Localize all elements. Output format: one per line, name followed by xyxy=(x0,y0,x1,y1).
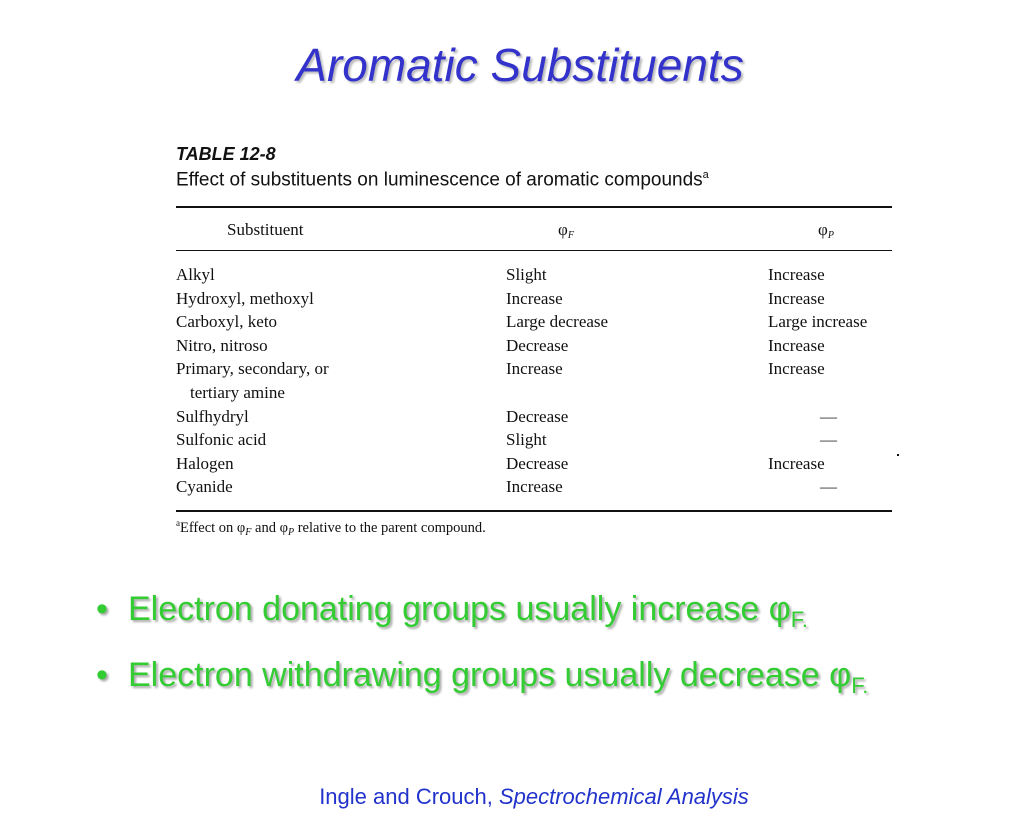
cell-phi-f: Decrease xyxy=(506,453,569,473)
bullet-item xyxy=(96,590,996,656)
bullet-phi-sub xyxy=(791,607,808,632)
slide-title: Aromatic Substituents xyxy=(296,39,744,91)
cell-phi-p: — xyxy=(820,406,837,426)
cell-phi-p: Large increase xyxy=(768,312,868,332)
cell-substituent: Hydroxyl, methoxyl xyxy=(176,288,314,308)
bullet-dot: • xyxy=(96,656,108,694)
substituent-table xyxy=(176,144,892,538)
bullet-end: . xyxy=(862,673,869,698)
bullet-text xyxy=(128,590,808,633)
cell-phi-f: Decrease xyxy=(506,406,569,426)
bullet-text-main: Electron withdrawing groups usually decrease xyxy=(128,656,830,694)
cell-phi-f: Slight xyxy=(506,265,547,284)
footnote-mark: a xyxy=(176,518,180,528)
cell-phi-p: — xyxy=(820,430,837,450)
footnote-suffix: relative to the parent compound. xyxy=(294,519,486,536)
table-header-rule xyxy=(176,250,892,251)
header-phi-f-sub: F xyxy=(567,230,574,241)
header-phi-f xyxy=(558,220,574,241)
bullet-item xyxy=(96,656,996,722)
cell-phi-f: Decrease xyxy=(506,335,569,355)
cell-substituent: Sulfonic acid xyxy=(176,430,267,450)
stray-dot xyxy=(897,454,899,456)
table-caption-mark: a xyxy=(702,169,709,181)
bullet-text-main: Electron donating groups usually increase xyxy=(128,590,769,628)
cell-phi-p: — xyxy=(820,477,837,497)
bullet-text xyxy=(128,656,868,699)
footnote-middle: and xyxy=(251,519,280,536)
header-phi-p xyxy=(818,220,834,241)
bullet-phi-symbol: φ xyxy=(768,590,791,628)
table-caption xyxy=(176,169,892,191)
cell-phi-f: Increase xyxy=(506,359,563,379)
cell-phi-p: Increase xyxy=(768,359,825,379)
cell-phi-p: Increase xyxy=(768,453,825,473)
cell-phi-f: Increase xyxy=(506,477,563,497)
table-footnote xyxy=(176,518,486,538)
bullet-phi-sub xyxy=(851,673,868,698)
table-caption-text: Effect of substituents on luminescence of aromatic compounds xyxy=(176,169,703,191)
bullet-list xyxy=(96,590,996,722)
cell-substituent: Primary, secondary, or xyxy=(176,359,329,379)
bullet-end: . xyxy=(801,607,808,632)
credit-authors: Ingle and Crouch, xyxy=(319,784,499,809)
cell-phi-f: Large decrease xyxy=(506,312,609,332)
cell-substituent: Halogen xyxy=(176,453,234,473)
footnote-phi-f-sub: F xyxy=(245,526,252,538)
header-phi-p-sub: P xyxy=(827,230,834,241)
cell-substituent: Sulfhydryl xyxy=(176,406,249,426)
footnote-phi-p-symbol: φ xyxy=(279,519,288,536)
bullet-phi-symbol: φ xyxy=(829,656,852,694)
bullet-dot: • xyxy=(96,590,108,628)
cell-substituent: Nitro, nitroso xyxy=(176,335,268,355)
credit-book: Spectrochemical Analysis xyxy=(498,784,749,809)
cell-substituent-cont: tertiary amine xyxy=(190,383,285,402)
cell-substituent: Cyanide xyxy=(176,477,233,497)
cell-phi-p: Increase xyxy=(768,265,825,284)
cell-phi-p: Increase xyxy=(768,335,825,355)
footnote-phi-f-symbol: φ xyxy=(236,519,246,536)
cell-phi-p: Increase xyxy=(768,288,825,308)
cell-phi-f: Slight xyxy=(506,430,547,450)
header-phi-f-symbol: φ xyxy=(558,220,568,239)
table-top-rule xyxy=(176,206,892,208)
cell-substituent: Carboxyl, keto xyxy=(176,312,278,332)
table-bottom-rule xyxy=(176,510,892,512)
cell-phi-f: Increase xyxy=(506,288,563,308)
bullet-phi-sub-letter: F xyxy=(851,673,863,698)
footnote-prefix: Effect on xyxy=(180,519,237,536)
bullet-phi-sub-letter: F xyxy=(790,607,802,632)
header-phi-p-symbol: φ xyxy=(818,220,828,239)
cell-substituent: Alkyl xyxy=(176,265,215,284)
table-label: TABLE 12-8 xyxy=(176,144,276,164)
source-credit xyxy=(0,784,1024,810)
header-substituent: Substituent xyxy=(227,220,304,239)
footnote-phi-p-sub: P xyxy=(287,526,295,538)
